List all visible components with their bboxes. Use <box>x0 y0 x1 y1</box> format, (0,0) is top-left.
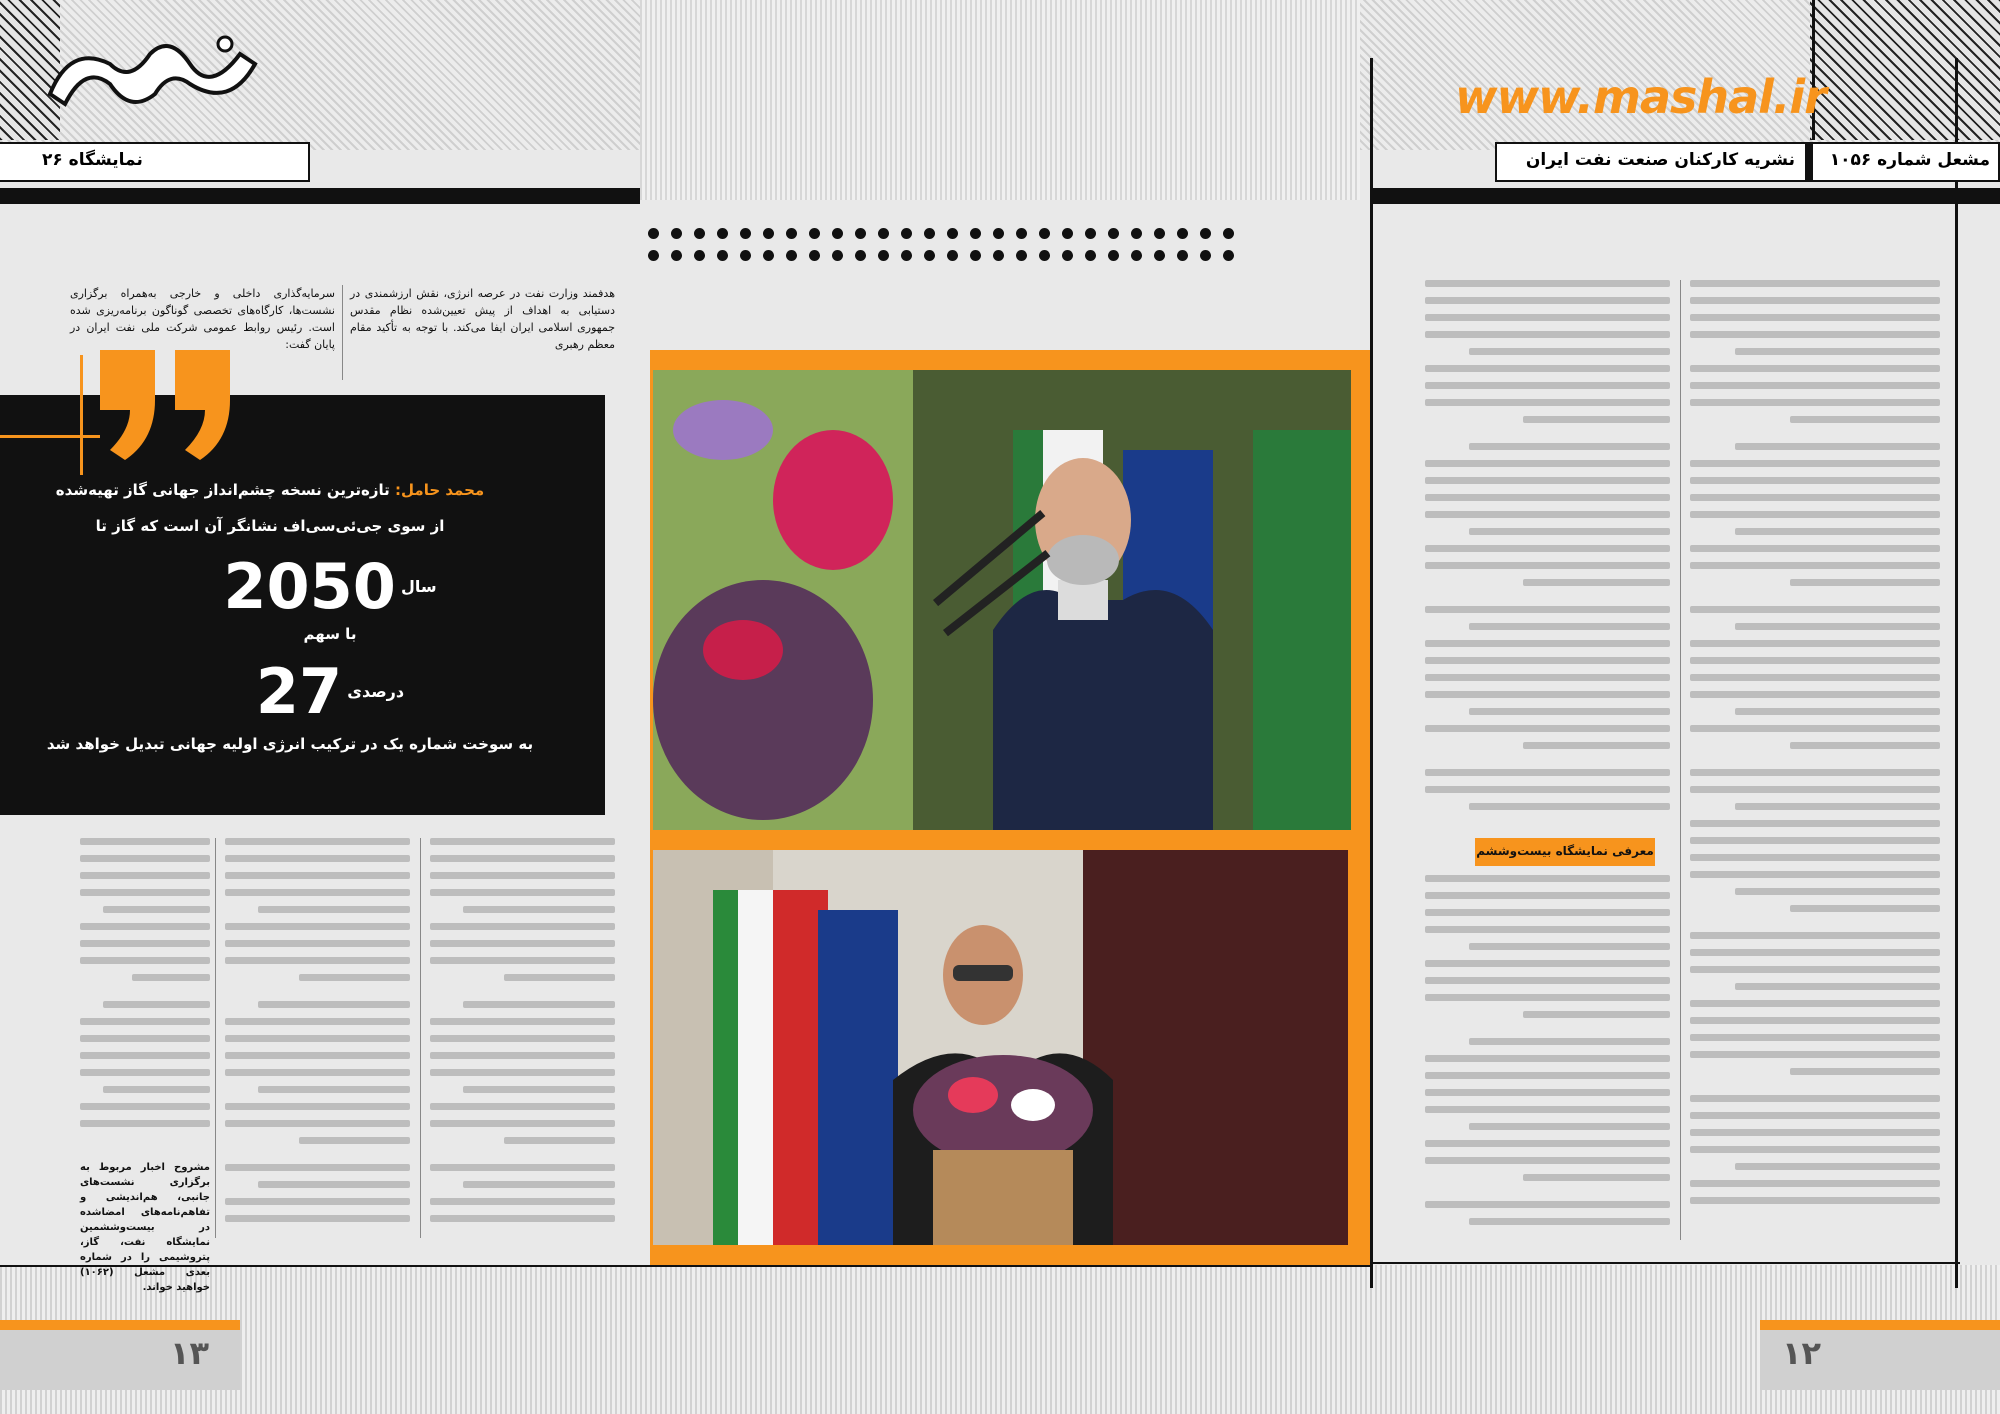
frame-line <box>1370 58 1373 1288</box>
text-line-placeholder <box>1425 280 1670 287</box>
decorative-dot <box>1131 228 1142 239</box>
body-column-1 <box>430 838 615 1232</box>
text-line-placeholder <box>430 1052 615 1059</box>
quote-year-suffix: سال <box>401 577 437 596</box>
paragraph-gap <box>1690 759 1940 769</box>
paragraph-gap <box>80 991 210 1001</box>
text-line-placeholder <box>1425 926 1670 933</box>
text-line-placeholder <box>225 838 410 845</box>
text-line-placeholder <box>1690 1051 1940 1058</box>
text-line-placeholder <box>103 906 210 913</box>
quote-vertical-rule <box>80 355 83 475</box>
text-line-placeholder <box>1425 562 1670 569</box>
body-column-4 <box>1690 280 1940 1214</box>
text-line-placeholder <box>1690 399 1940 406</box>
text-line-placeholder <box>80 872 210 879</box>
text-line-placeholder <box>132 974 210 981</box>
text-line-placeholder <box>1690 871 1940 878</box>
body-column-5 <box>1425 280 1670 820</box>
section-label: نمایشگاه ۲۶ <box>42 150 143 170</box>
text-line-placeholder <box>1735 623 1940 630</box>
text-line-placeholder <box>1735 348 1940 355</box>
text-line-placeholder <box>1690 769 1940 776</box>
quotation-marks-icon <box>95 340 245 470</box>
quote-box-rule <box>0 435 100 438</box>
text-line-placeholder <box>1425 545 1670 552</box>
decorative-dot <box>763 228 774 239</box>
text-line-placeholder <box>1425 1157 1670 1164</box>
text-line-placeholder <box>1735 803 1940 810</box>
text-line-placeholder <box>80 1052 210 1059</box>
decorative-dot <box>1085 228 1096 239</box>
text-line-placeholder <box>225 872 410 879</box>
decorative-dot <box>924 228 935 239</box>
text-line-placeholder <box>1425 725 1670 732</box>
text-line-placeholder <box>1790 905 1940 912</box>
text-line-placeholder <box>1469 1123 1670 1130</box>
text-line-placeholder <box>1425 657 1670 664</box>
text-line-placeholder <box>225 1069 410 1076</box>
decorative-dot <box>1108 228 1119 239</box>
quote-percent: 27 <box>255 655 343 728</box>
decorative-dot <box>786 250 797 261</box>
text-line-placeholder <box>1469 1218 1670 1225</box>
decorative-dot <box>1177 228 1188 239</box>
decorative-dot <box>1223 250 1234 261</box>
quote-percent-row <box>180 655 480 735</box>
text-line-placeholder <box>1690 966 1940 973</box>
text-line-placeholder <box>1523 742 1670 749</box>
text-line-placeholder <box>1425 382 1670 389</box>
text-line-placeholder <box>1425 460 1670 467</box>
decorative-dot <box>832 228 843 239</box>
intro-column-left: سرمایه‌گذاری داخلی و خارجی به‌همراه برگزاری نشست‌ها، کارگاه‌های تخصصی گوناگون برنامه‌ریزی شده است. رئیس روابط عمومی شرکت ملی نفت ایران در پایان گفت: <box>70 287 335 351</box>
paragraph-gap <box>430 991 615 1001</box>
text-line-placeholder <box>1425 909 1670 916</box>
decorative-dot <box>809 250 820 261</box>
text-line-placeholder <box>1425 297 1670 304</box>
text-line-placeholder <box>1425 314 1670 321</box>
decorative-dot <box>855 228 866 239</box>
text-line-placeholder <box>80 855 210 862</box>
text-line-placeholder <box>1690 854 1940 861</box>
text-line-placeholder <box>225 1164 410 1171</box>
text-line-placeholder <box>1469 803 1670 810</box>
page-number-orange-rule <box>1760 1320 2000 1330</box>
quote-speaker: محمد حامل: <box>395 481 485 499</box>
text-line-placeholder <box>299 1137 410 1144</box>
text-line-placeholder <box>225 1052 410 1059</box>
text-line-placeholder <box>225 1120 410 1127</box>
text-line-placeholder <box>1425 1089 1670 1096</box>
decorative-dot <box>970 250 981 261</box>
text-line-placeholder <box>1425 786 1670 793</box>
quote-last-line: به سوخت شماره یک در ترکیب انرژی اولیه جهانی تبدیل خواهد شد <box>46 735 534 753</box>
text-line-placeholder <box>1425 977 1670 984</box>
text-line-placeholder <box>1523 579 1670 586</box>
text-line-placeholder <box>225 1215 410 1222</box>
text-line-placeholder <box>430 838 615 845</box>
paragraph-gap <box>1425 596 1670 606</box>
quote-percent-suffix: درصدی <box>347 682 405 701</box>
text-line-placeholder <box>430 1035 615 1042</box>
text-line-placeholder <box>225 940 410 947</box>
decorative-dot <box>832 250 843 261</box>
text-line-placeholder <box>1425 960 1670 967</box>
text-line-placeholder <box>80 1103 210 1110</box>
text-line-placeholder <box>1690 949 1940 956</box>
text-line-placeholder <box>463 1086 615 1093</box>
text-line-placeholder <box>430 1198 615 1205</box>
decorative-dot <box>694 228 705 239</box>
decorative-dot <box>717 228 728 239</box>
paragraph-gap <box>1425 1191 1670 1201</box>
decorative-dot <box>740 228 751 239</box>
subheading: معرفی نمایشگاه بیست‌وششم <box>1476 844 1654 858</box>
decorative-dot <box>648 250 659 261</box>
text-line-placeholder <box>463 1181 615 1188</box>
text-line-placeholder <box>1690 1095 1940 1102</box>
text-line-placeholder <box>1690 691 1940 698</box>
text-line-placeholder <box>1735 1163 1940 1170</box>
text-line-placeholder <box>1425 365 1670 372</box>
text-line-placeholder <box>1735 443 1940 450</box>
text-line-placeholder <box>258 1086 410 1093</box>
text-line-placeholder <box>1523 1174 1670 1181</box>
text-line-placeholder <box>225 1103 410 1110</box>
quote-mark-icon <box>95 340 245 470</box>
top-right-hatch-block <box>1810 0 2000 140</box>
text-line-placeholder <box>1425 1072 1670 1079</box>
text-line-placeholder <box>1690 725 1940 732</box>
masthead-divider <box>1805 142 1813 182</box>
column-divider <box>420 838 421 1238</box>
decorative-dot <box>694 250 705 261</box>
text-line-placeholder <box>1690 657 1940 664</box>
text-line-placeholder <box>430 855 615 862</box>
text-line-placeholder <box>1690 1034 1940 1041</box>
text-line-placeholder <box>1690 820 1940 827</box>
text-line-placeholder <box>430 1069 615 1076</box>
text-line-placeholder <box>1735 528 1940 535</box>
text-line-placeholder <box>1469 528 1670 535</box>
decorative-dot <box>648 228 659 239</box>
page-number-orange-rule <box>0 1320 240 1330</box>
text-line-placeholder <box>1690 280 1940 287</box>
decorative-dot <box>1131 250 1142 261</box>
text-line-placeholder <box>430 1120 615 1127</box>
text-line-placeholder <box>430 1215 615 1222</box>
photo-illustration-1 <box>653 370 1351 830</box>
text-line-placeholder <box>430 1164 615 1171</box>
text-line-placeholder <box>430 872 615 879</box>
frame-line <box>1955 58 1958 1288</box>
decorative-dot <box>1200 250 1211 261</box>
body-column-2 <box>225 838 410 1232</box>
text-line-placeholder <box>1690 1180 1940 1187</box>
text-line-placeholder <box>1425 875 1670 882</box>
logo <box>40 24 270 114</box>
decorative-dot <box>970 228 981 239</box>
text-line-placeholder <box>225 923 410 930</box>
frame-line <box>1370 1262 1960 1264</box>
text-line-placeholder <box>1469 623 1670 630</box>
speaker-photo-1 <box>653 370 1351 830</box>
text-line-placeholder <box>430 940 615 947</box>
quote-year: 2050 <box>223 550 396 623</box>
text-line-placeholder <box>1425 892 1670 899</box>
text-line-placeholder <box>504 1137 615 1144</box>
paragraph-gap <box>1690 596 1940 606</box>
text-line-placeholder <box>430 1018 615 1025</box>
header-rule <box>0 188 640 204</box>
decorative-dot <box>878 228 889 239</box>
logo-text <box>40 24 41 25</box>
text-line-placeholder <box>1690 606 1940 613</box>
text-line-placeholder <box>1790 742 1940 749</box>
text-line-placeholder <box>1690 1146 1940 1153</box>
text-line-placeholder <box>1690 511 1940 518</box>
text-line-placeholder <box>1425 399 1670 406</box>
text-line-placeholder <box>1735 983 1940 990</box>
quote-headline <box>20 472 520 544</box>
quote-line-1: تازه‌ترین نسخه چشم‌انداز جهانی گاز تهیه‌شده <box>55 481 390 499</box>
decorative-dot <box>901 250 912 261</box>
page-number-box-left <box>0 1320 240 1390</box>
decorative-dot <box>763 250 774 261</box>
text-line-placeholder <box>1690 1129 1940 1136</box>
text-line-placeholder <box>80 1035 210 1042</box>
text-line-placeholder <box>80 889 210 896</box>
text-line-placeholder <box>225 889 410 896</box>
text-line-placeholder <box>1523 1011 1670 1018</box>
paragraph-gap <box>225 1154 410 1164</box>
text-line-placeholder <box>1425 674 1670 681</box>
text-line-placeholder <box>225 1198 410 1205</box>
decorative-dot <box>947 250 958 261</box>
text-line-placeholder <box>1690 545 1940 552</box>
decorative-dot <box>855 250 866 261</box>
text-line-placeholder <box>463 1001 615 1008</box>
text-line-placeholder <box>1523 416 1670 423</box>
text-line-placeholder <box>1425 477 1670 484</box>
text-line-placeholder <box>1425 331 1670 338</box>
paragraph-gap <box>1425 1028 1670 1038</box>
text-line-placeholder <box>103 1086 210 1093</box>
text-line-placeholder <box>1425 1140 1670 1147</box>
paragraph-gap <box>1425 759 1670 769</box>
decorative-dot <box>878 250 889 261</box>
text-line-placeholder <box>1425 994 1670 1001</box>
decorative-dot <box>993 228 1004 239</box>
decorative-dot <box>901 228 912 239</box>
text-line-placeholder <box>430 923 615 930</box>
decorative-dot <box>1154 228 1165 239</box>
text-line-placeholder <box>1690 674 1940 681</box>
column-divider <box>215 838 216 1238</box>
text-line-placeholder <box>1690 640 1940 647</box>
text-line-placeholder <box>80 1018 210 1025</box>
text-line-placeholder <box>1425 640 1670 647</box>
text-line-placeholder <box>1425 1055 1670 1062</box>
decorative-dot <box>1039 250 1050 261</box>
text-line-placeholder <box>80 1120 210 1127</box>
logo-mark <box>40 24 270 114</box>
text-line-placeholder <box>1690 932 1940 939</box>
text-line-placeholder <box>1690 460 1940 467</box>
top-band-center <box>640 0 1360 200</box>
text-line-placeholder <box>1469 943 1670 950</box>
text-line-placeholder <box>1790 579 1940 586</box>
text-line-placeholder <box>1425 769 1670 776</box>
header-rule <box>1370 188 2000 204</box>
paragraph-gap <box>1690 1085 1940 1095</box>
decorative-dot <box>786 228 797 239</box>
text-line-placeholder <box>1690 837 1940 844</box>
text-line-placeholder <box>80 940 210 947</box>
decorative-dot <box>740 250 751 261</box>
dot-strip <box>640 220 1250 270</box>
text-line-placeholder <box>1690 297 1940 304</box>
text-line-placeholder <box>1425 1106 1670 1113</box>
intro-column-right: هدفمند وزارت نفت در عرصه انرژی، نقش ارزشمندی در دستیابی به اهداف از پیش تعیین‌شده نظام مقدس جمهوری اسلامی ایران ایفا می‌کند. با توجه به تأکید مقام معظم رهبری <box>350 287 615 351</box>
decorative-dot <box>809 228 820 239</box>
text-line-placeholder <box>80 838 210 845</box>
paragraph-gap <box>1690 922 1940 932</box>
text-line-placeholder <box>1425 494 1670 501</box>
text-line-placeholder <box>225 1018 410 1025</box>
text-line-placeholder <box>80 957 210 964</box>
text-line-placeholder <box>1425 511 1670 518</box>
footnote: مشروح اخبار مربوط به برگزاری نشست‌های جانبی، هم‌اندیشی و تفاهم‌نامه‌های امضاشده در بیست‌وششمین نمایشگاه نفت، گاز، پتروشیمی را در شماره بعدی مشعل (۱۰۶۲) خواهید خواند. <box>80 1162 210 1293</box>
text-line-placeholder <box>258 1001 410 1008</box>
decorative-dot <box>924 250 935 261</box>
body-column-3 <box>80 838 210 1137</box>
text-line-placeholder <box>103 1001 210 1008</box>
text-line-placeholder <box>1690 1197 1940 1204</box>
text-line-placeholder <box>1690 1112 1940 1119</box>
text-line-placeholder <box>225 957 410 964</box>
decorative-dot <box>1085 250 1096 261</box>
text-line-placeholder <box>258 1181 410 1188</box>
page-number-right: ۱۲ <box>1782 1334 1822 1372</box>
body-column-6 <box>1425 875 1670 1235</box>
decorative-dot <box>1154 250 1165 261</box>
website-url[interactable]: www.mashal.ir <box>1455 70 1826 124</box>
decorative-dot <box>1062 250 1073 261</box>
text-line-placeholder <box>1690 382 1940 389</box>
decorative-dot <box>1062 228 1073 239</box>
text-line-placeholder <box>1690 1017 1940 1024</box>
paragraph-gap <box>1690 433 1940 443</box>
paragraph-gap <box>430 1154 615 1164</box>
decorative-dot <box>1039 228 1050 239</box>
text-line-placeholder <box>80 1069 210 1076</box>
text-line-placeholder <box>430 889 615 896</box>
text-line-placeholder <box>1690 562 1940 569</box>
text-line-placeholder <box>430 957 615 964</box>
quote-line-2: از سوی جی‌ئی‌سی‌اف نشانگر آن است که گاز تا <box>95 517 445 535</box>
text-line-placeholder <box>299 974 410 981</box>
bottom-band <box>0 1265 2000 1414</box>
page-number-left: ۱۳ <box>170 1334 210 1372</box>
quote-with-share: با سهم <box>303 625 357 643</box>
column-divider <box>342 285 343 380</box>
decorative-dot <box>1016 228 1027 239</box>
text-line-placeholder <box>504 974 615 981</box>
text-line-placeholder <box>1469 708 1670 715</box>
paragraph-gap <box>225 991 410 1001</box>
decorative-dot <box>947 228 958 239</box>
decorative-dot <box>1108 250 1119 261</box>
text-line-placeholder <box>463 906 615 913</box>
text-line-placeholder <box>1690 494 1940 501</box>
decorative-dot <box>993 250 1004 261</box>
text-line-placeholder <box>225 1035 410 1042</box>
text-line-placeholder <box>1790 416 1940 423</box>
column-divider <box>1680 280 1681 1240</box>
text-line-placeholder <box>1425 691 1670 698</box>
decorative-dot <box>671 250 682 261</box>
issue-label: مشعل شماره ۱۰۵۶ <box>1829 150 1990 170</box>
photo-illustration-2 <box>653 850 1348 1245</box>
decorative-dot <box>671 228 682 239</box>
text-line-placeholder <box>1469 443 1670 450</box>
decorative-dot <box>1200 228 1211 239</box>
text-line-placeholder <box>1690 1000 1940 1007</box>
text-line-placeholder <box>1469 348 1670 355</box>
text-line-placeholder <box>430 1103 615 1110</box>
text-line-placeholder <box>1690 477 1940 484</box>
section-header-box <box>0 142 310 182</box>
text-line-placeholder <box>1790 1068 1940 1075</box>
text-line-placeholder <box>1690 331 1940 338</box>
paragraph-gap <box>1425 433 1670 443</box>
text-line-placeholder <box>225 855 410 862</box>
text-line-placeholder <box>1425 606 1670 613</box>
quote-year-row <box>180 550 480 630</box>
text-line-placeholder <box>1735 888 1940 895</box>
decorative-dot <box>1177 250 1188 261</box>
speaker-photo-2 <box>653 850 1348 1245</box>
text-line-placeholder <box>1469 1038 1670 1045</box>
decorative-dot <box>717 250 728 261</box>
decorative-dot <box>1016 250 1027 261</box>
text-line-placeholder <box>1425 1201 1670 1208</box>
text-line-placeholder <box>1690 786 1940 793</box>
publication-name: نشریه کارکنان صنعت نفت ایران <box>1525 150 1795 170</box>
text-line-placeholder <box>1735 708 1940 715</box>
decorative-dot <box>1223 228 1234 239</box>
text-line-placeholder <box>1690 365 1940 372</box>
text-line-placeholder <box>80 923 210 930</box>
text-line-placeholder <box>1690 314 1940 321</box>
page-number-box-right <box>1760 1320 2000 1390</box>
text-line-placeholder <box>258 906 410 913</box>
